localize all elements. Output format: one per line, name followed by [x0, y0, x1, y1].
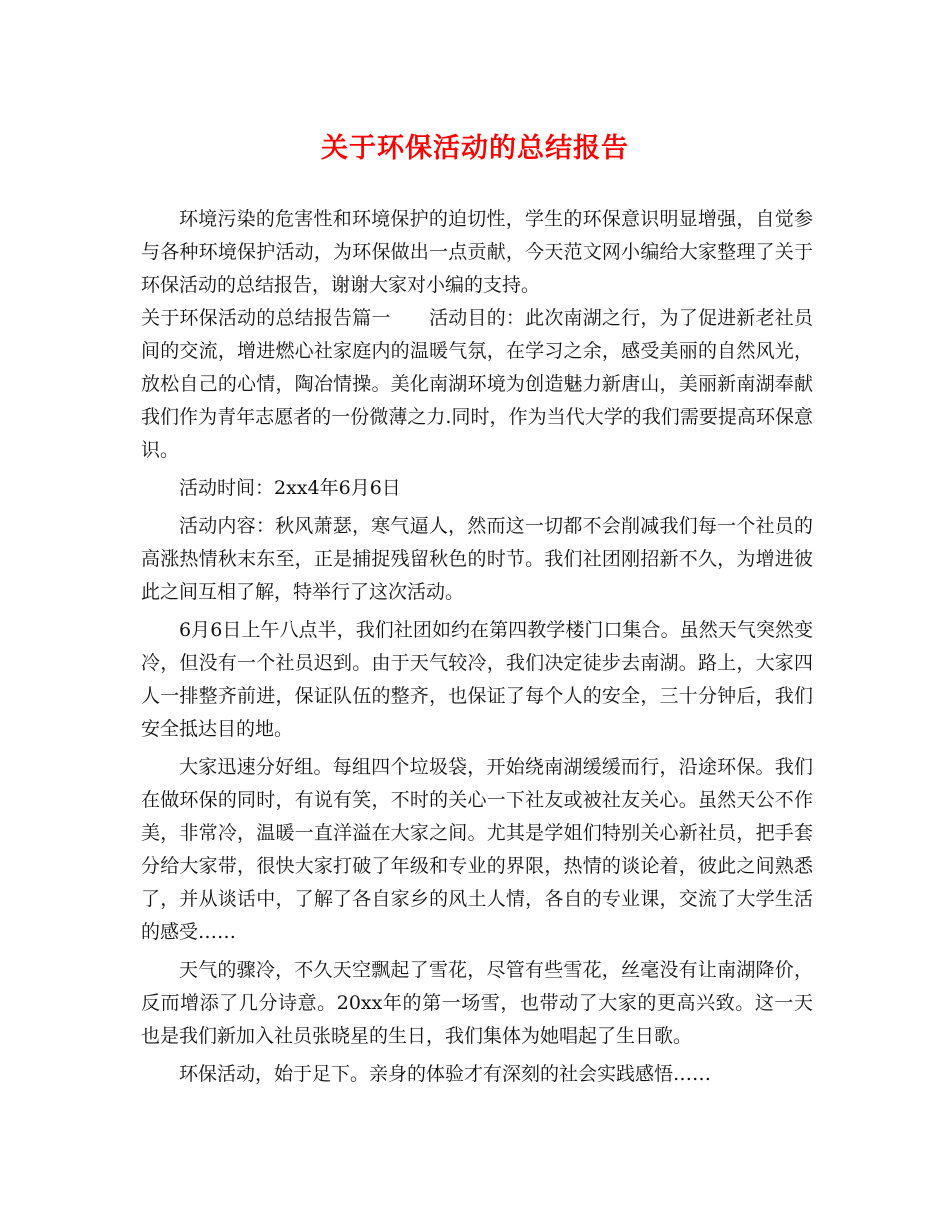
paragraph-groups: 大家迅速分好组。每组四个垃圾袋，开始绕南湖缓缓而行，沿途环保。我们在做环保的同时，有说有笑，不时的关心一下社友或被社友关心。虽然天公不作美，非常冷，温暖一直洋溢在大家之间。尤其是学姐们特别关心新社员，把手套分给大家带，很快大家打破了年级和专业的界限，热情的谈论着，彼此之间熟悉了，并从谈话中，了解了各自家乡的风土人情，各自的专业课，交流了大学生活的感受…… [141, 756, 813, 943]
paragraph-snow: 天气的骤冷，不久天空飘起了雪花，尽管有些雪花，丝毫没有让南湖降价，反而增添了几分诗意。20xx年的第一场雪，也带动了大家的更高兴致。这一天也是我们新加入社员张晓星的生日，我们集体为她唱起了生日歌。 [141, 959, 813, 1047]
paragraph-gathering: 6月6日上午八点半，我们社团如约在第四教学楼门口集合。虽然天气突然变冷，但没有一个社员迟到。由于天气较冷，我们决定徒步去南湖。路上，大家四人一排整齐前进，保证队伍的整齐，也保证了每个人的安全，三十分钟后，我们安全抵达目的地。 [141, 619, 813, 740]
paragraph-intro: 环境污染的危害性和环境保护的迫切性，学生的环保意识明显增强，自觉参与各种环境保护活动，为环保做出一点贡献，今天范文网小编给大家整理了关于环保活动的总结报告，谢谢大家对小编的支持。 [141, 208, 813, 296]
document-body [141, 203, 813, 1091]
paragraph-activity-time: 活动时间：2xx4年6月6日 [179, 477, 401, 499]
paragraph-conclusion: 环保活动，始于足下。亲身的体验才有深刻的社会实践感悟…… [179, 1063, 712, 1085]
paragraph-activity-content: 活动内容：秋风萧瑟，寒气逼人，然而这一切都不会削减我们每一个社员的高涨热情秋末东至，正是捕捉残留秋色的时节。我们社团刚招新不久，为增进彼此之间互相了解，特举行了这次活动。 [141, 515, 813, 603]
paragraph-section-one: 关于环保活动的总结报告篇一 活动目的：此次南湖之行，为了促进新老社员间的交流，增进燃心社家庭内的温暖气氛，在学习之余，感受美丽的自然风光，放松自己的心情，陶冶情操。美化南湖环境为创造魅力新唐山，美丽新南湖奉献我们作为青年志愿者的一份微薄之力.同时，作为当代大学的我们需要提高环保意识。 [141, 307, 813, 461]
document-title: 关于环保活动的总结报告 [321, 133, 629, 164]
